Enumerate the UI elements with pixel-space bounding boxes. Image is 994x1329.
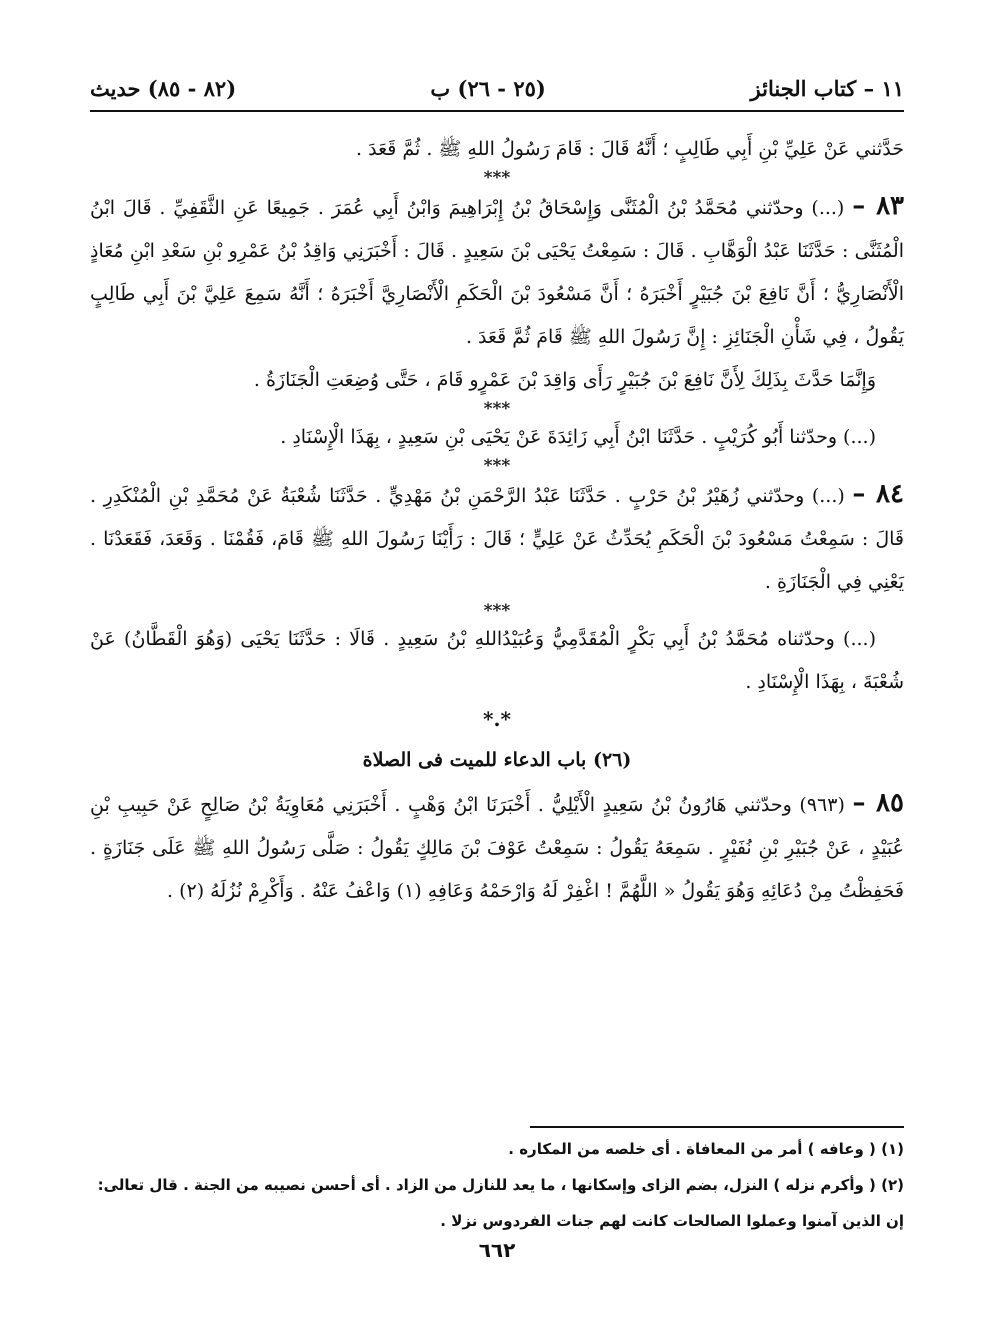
hadith-84: ٨٤ – (...) وحدّثني زُهَيْرُ بْنُ حَرْبٍ . حَدَّثَنَا عَبْدُ الرَّحْمَنِ بْنُ مَهْدِيٍّ . حَدَّثَنَا شُعْبَةُ عَنْ مُحَمَّدِ بْنِ الْمُنْكَدِرِ . قَالَ : سَمِعْتُ مَسْعُودَ بْنَ الْحَكَمِ يُحَدِّثُ عَنْ عَلِيٍّ ؛ قَالَ : رَأَيْنَا رَسُولَ اللهِ ﷺ قَامَ، فَقُمْنَا . وَقَعَدَ، فَقَعَدْنَا . يَعْنِي فِي الْجَنَازَةِ .	[90, 479, 904, 593]
running-header	[90, 70, 904, 110]
page-number: ٦٦٢	[478, 1238, 516, 1262]
footnote: (٢) ( وأكرم نزله ) النزل، بضم الزاى وإسكانها ، ما يعد للنازل من الزاد . أى أحسن نصيبه من الجنة . قال تعالى:	[97, 1176, 904, 1194]
hadith-85: ٨٥ – (٩٦٣) وحدّثني هَارُونُ بْنُ سَعِيدٍ الْأَيْلِيُّ . أَخْبَرَنَا ابْنُ وَهْبٍ . أَخْبَرَنِي مُعَاوِيَةُ بْنُ صَالِحٍ عَنْ حَبِيبِ بْنِ عُبَيْدٍ ، عَنْ جُبَيْرِ بْنِ نُفَيْرٍ . سَمِعَهُ يَقُولُ : سَمِعْتُ عَوْفَ بْنَ مَالِكٍ يَقُولُ : صَلَّى رَسُولُ اللهِ ﷺ عَلَى جَنَازَةٍ . فَحَفِظْتُ مِنْ دُعَائِهِ وَهُوَ يَقُولُ « اللَّهُمَّ ! اغْفِرْ لَهُ وَارْحَمْهُ وَعَافِهِ (١) وَاعْفُ عَنْهُ . وَأَكْرِمْ نُزُلَهُ (٢) .	[90, 788, 904, 902]
paragraph: (...) وحدّثنا أَبُو كُرَيْبٍ . حَدَّثَنَا ابْنُ أَبِي زَائِدَةَ عَنْ يَحْيَى بْنِ سَعِيدٍ ، بِهَذَا الْإِسْنَادِ .	[280, 426, 876, 448]
section-ornament: *.*	[483, 707, 511, 731]
hadith-number: ٨٤ –	[852, 479, 904, 509]
hadith-number: ٨٥ –	[852, 788, 904, 818]
paragraph: حَدَّثني عَنْ عَلِيِّ بْنِ أَبِي طَالِبٍ ؛ أَنَّهُ قَالَ : قَامَ رَسُولُ اللهِ ﷺ . ثُمَّ قَعَدَ .	[356, 138, 904, 160]
header-chapter-range: (٢٥ - ٢٦) ب	[430, 76, 546, 101]
footnote-continuation: إن الذين آمنوا وعملوا الصالحات كانت لهم جنات الفردوس نزلا .	[440, 1212, 904, 1230]
header-rule	[90, 110, 904, 112]
footnote-rule	[530, 1126, 904, 1128]
hadith-83: ٨٣ – (...) وحدّثني مُحَمَّدُ بْنُ الْمُثَنَّى وَإِسْحَاقُ بْنُ إِبْرَاهِيمَ وَابْنُ أَبِي عُمَرَ . جَمِيعًا عَنِ الثَّقَفِيِّ . قَالَ ابْنُ الْمُثَنَّى : حَدَّثَنَا عَبْدُ الْوَهَّابِ . قَالَ : سَمِعْتُ يَحْيَى بْنَ سَعِيدٍ . قَالَ : أَخْبَرَنِي وَاقِدُ بْنُ عَمْرِو بْنِ سَعْدِ ابْنِ مُعَاذٍ الْأَنْصَارِيُّ ؛ أَنَّ نَافِعَ بْنَ جُبَيْرٍ أَخْبَرَهُ ؛ أَنَّ مَسْعُودَ بْنَ الْحَكَمِ الْأَنْصَارِيَّ أَخْبَرَهُ ؛ أَنَّهُ سَمِعَ عَلِيَّ بْنَ أَبِي طَالِبٍ يَقُولُ ، فِي شَأْنِ الْجَنَائِزِ : إِنَّ رَسُولَ اللهِ ﷺ قَامَ ثُمَّ قَعَدَ .	[90, 191, 904, 348]
separator-stars: ***	[483, 456, 511, 476]
separator-stars: ***	[483, 168, 511, 188]
separator-stars: ***	[483, 399, 511, 419]
hadith-number: ٨٣ –	[852, 191, 904, 221]
footnote: (١) ( وعافه ) أمر من المعافاة . أى خلصه من المكاره .	[508, 1140, 904, 1158]
footnotes	[90, 1131, 904, 1239]
chapter-title: (٢٦) باب الدعاء للميت فى الصلاة	[362, 749, 632, 771]
separator-stars: ***	[483, 601, 511, 621]
paragraph: وَإِنَّمَا حَدَّثَ بِذَلِكَ لِأَنَّ نَافِعَ بْنَ جُبَيْرٍ رَأَى وَاقِدَ بْنَ عَمْرٍو قَامَ ، حَتَّى وُضِعَتِ الْجَنَازَةُ .	[253, 369, 876, 391]
main-text	[90, 128, 904, 913]
header-book-title: ١١ – كتاب الجنائز	[750, 76, 904, 101]
header-hadith-range: (٨٢ - ٨٥) حديث	[90, 76, 237, 101]
paragraph: (...) وحدّثناه مُحَمَّدُ بْنُ أَبِي بَكْرٍ الْمُقَدَّمِيُّ وَعُبَيْدُاللهِ بْنُ سَعِيدٍ . قَالَا : حَدَّثَنَا يَحْيَى (وَهُوَ الْقَطَّانُ) عَنْ شُعْبَةَ ، بِهَذَا الْإِسْنَادِ .	[90, 628, 904, 693]
